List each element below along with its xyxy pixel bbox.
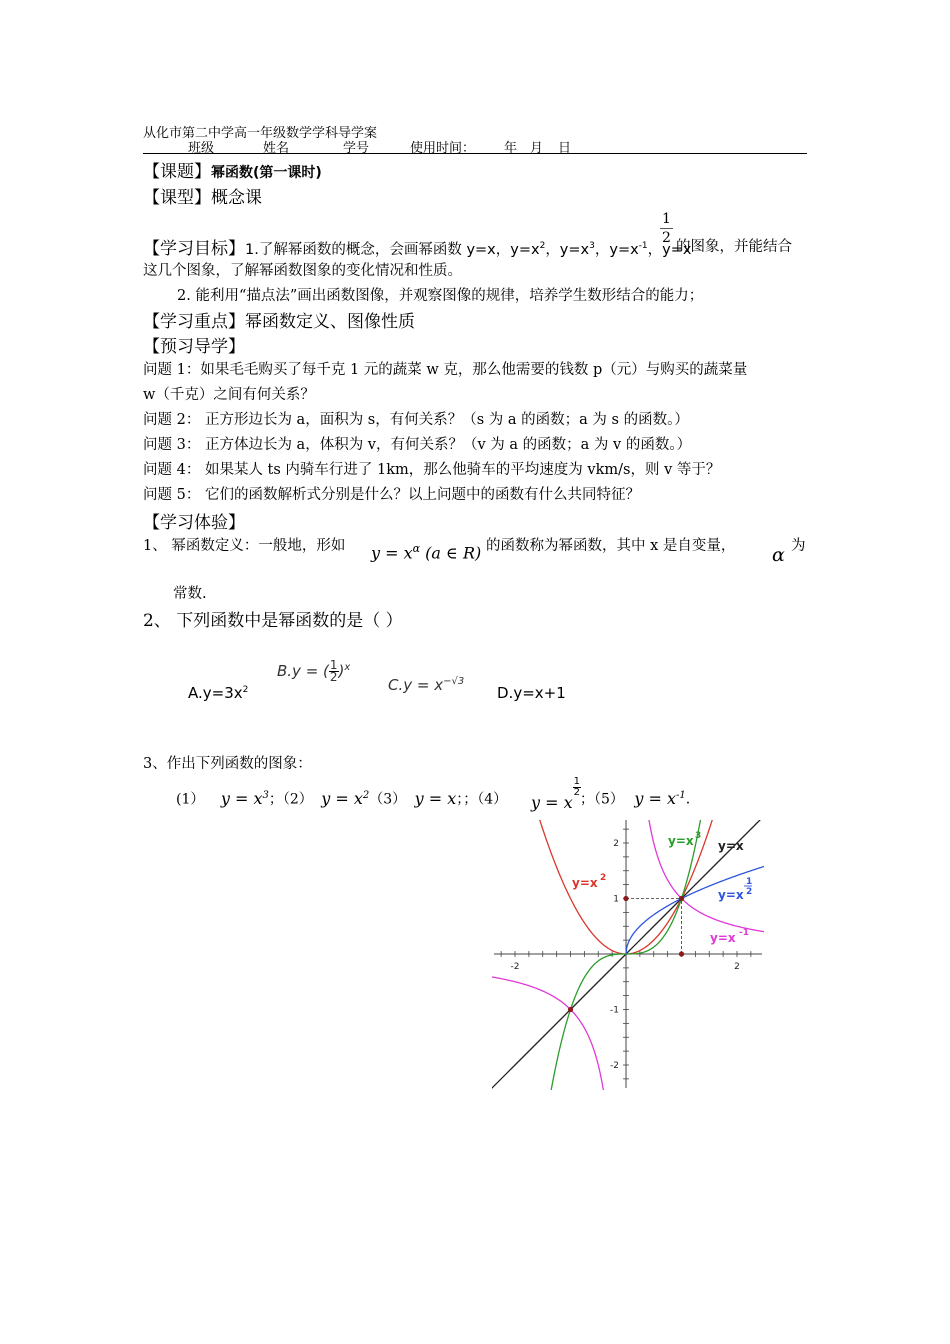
function-5: ；（5） $y = x^{-1}$. [580,788,691,808]
label-y-x2: y=x [572,876,598,890]
label-y-xinv: y=x [710,931,736,945]
item-1-formula: $y = x^\alpha$ (a ∈ R) [371,542,482,563]
label-y-x3: y=x [668,834,694,848]
key-points: 【学习重点】幂函数定义、图像性质 [143,312,415,332]
alpha-symbol: α [772,544,785,566]
name-label: 姓名 [263,141,290,156]
option-d: D.y=x+1 [497,684,566,702]
option-c: $C.y = x^{-√3}$ [388,676,465,694]
topic-tag: 【课题】 [143,162,211,182]
type-tag: 【课型】 [143,188,211,208]
month-label: 月 [530,141,544,156]
question-1-line1: 问题 1：如果毛毛购买了每千克 1 元的蔬菜 w 克，那么他需要的钱数 p（元）与购买的蔬菜量 [143,362,748,378]
goal-1-line2: 这几个图象，了解幂函数图象的变化情况和性质。 [143,263,462,279]
y-tick-label: 1 [613,894,619,905]
y-tick-label: -1 [610,1005,619,1016]
goal-exponent-half: 1 2 [662,211,671,246]
marked-point [568,1007,573,1012]
marked-point [679,896,684,901]
experience-tag: 【学习体验】 [143,513,245,533]
option-b: B.y = ( $\frac{1}{2}$ )$^x$ [277,658,351,684]
item-3: 3、作出下列函数的图象： [143,756,312,772]
class-label: 班级 [188,141,215,156]
option-a: $A.y=3x^2$ [188,684,249,702]
x-tick-label: -2 [510,962,520,972]
header-rule [143,153,807,154]
goals-tag: 【学习目标】 [143,239,245,259]
curve-labels [572,831,752,945]
item-2: 2、 下列函数中是幂函数的是（ ） [143,611,403,631]
label-y-x: y=x [718,839,744,853]
question-1-line2: w（千克）之间有何关系？ [143,387,315,403]
preview-tag: 【预习导学】 [143,337,245,357]
x-tick-label: 2 [734,962,740,972]
label-y-xhalf-num: 1 [746,877,753,887]
goal-1: 【学习目标】1.了解幂函数的概念，会画幂函数 y=x，$y=x^2$，$y=x^3$，$y=x^{-1}$，y=x [143,239,692,259]
question-4: 问题 4： 如果某人 ts 内骑车行进了 1km，那么他骑车的平均速度为 vkm/s，则 v 等于？ [143,462,721,478]
item-1-wei: 为 [791,538,806,554]
school-line: 从化市第二中学高一年级数学学科导学案 [143,126,378,141]
y-tick-label: 2 [613,839,619,849]
power-functions-graph [492,820,764,1090]
question-3: 问题 3： 正方体边长为 a，体积为 v，有何关系？（v 为 a 的函数；a 为 v 的函数。） [143,437,692,453]
marked-point [623,896,628,901]
type-text: 概念课 [211,188,262,208]
question-5: 问题 5： 它们的函数解析式分别是什么？以上问题中的函数有什么共同特征？ [143,487,640,503]
item-1-line2: 常数. [173,586,207,602]
y-tick-label: -2 [610,1061,619,1071]
topic-row [143,157,322,182]
marked-point [679,951,684,956]
student-no-label: 学号 [343,141,370,156]
topic-text: 幂函数(第一课时) [211,165,322,181]
function-list: (1） $y = x^3$；（2） $y = x^2(3) y = x$；；（4） [176,788,508,808]
label-y-x2-sup: 2 [600,873,607,883]
item-1-prefix: 1、 幂函数定义：一般地，形如 [143,538,346,554]
curve-y-xinv-neg [492,976,607,1090]
day-label: 日 [558,141,572,156]
label-y-x3-sup: 3 [695,831,702,841]
question-2: 问题 2： 正方形边长为 a，面积为 s，有何关系？（s 为 a 的函数；a 为 s 的函数。） [143,412,689,428]
use-time-label: 使用时间： [410,141,476,156]
type-row [143,183,262,208]
year-label: 年 [504,141,518,156]
function-4: y = x $\frac{1}{2}$ [531,776,581,812]
item-1-suffix: 的函数称为幂函数，其中 x 是自变量， [486,538,736,554]
label-y-xinv-sup: -1 [739,928,749,938]
label-y-xhalf: y=x [718,888,744,902]
label-y-xhalf-den: 2 [746,887,753,897]
goal-2: 2. 能利用“描点法”画出函数图像，并观察图像的规律，培养学生数形结合的能力； [177,288,704,304]
goal-1-tail: 的图象，并能结合 [676,239,792,255]
